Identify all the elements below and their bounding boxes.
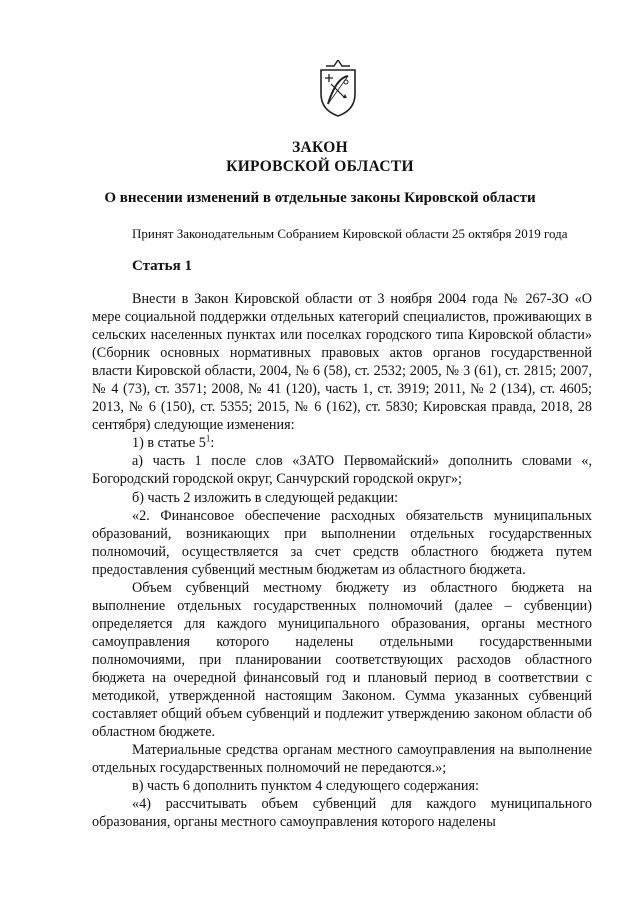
- law-region-title: КИРОВСКОЙ ОБЛАСТИ: [226, 158, 414, 175]
- paragraph: Материальные средства органам местного самоуправления на выполнение отдельных государственных полномочий не передаются.»;: [92, 742, 592, 777]
- adoption-note: Принят Законодательным Собранием Кировской области 25 октября 2019 года: [132, 226, 568, 241]
- law-subtitle: О внесении изменений в отдельные законы Кировской области: [104, 190, 536, 206]
- paragraph: [92, 434, 592, 452]
- article-body: [92, 290, 592, 831]
- paragraph: Объем субвенций местному бюджету из областного бюджета на выполнение отдельных государственных полномочий (далее – субвенции) определяется для каждого муниципального образования, органы местного самоуправления которого наделены отдельными государственными полномочиями, при планировании соответствующих расходов областного бюджета на очередной финансовый год и плановый период в соответствии с методикой, утвержденной настоящим Законом. Сумма указанных субвенций составляет общий объем субвенций и подлежит утверждению законом области об областном бюджете.: [92, 579, 592, 741]
- paragraph: «4) рассчитывать объем субвенций для каждого муниципального образования, органы местного самоуправления которого наделены: [92, 796, 592, 831]
- superscript: 1: [205, 433, 211, 444]
- paragraph: в) часть 6 дополнить пунктом 4 следующего содержания:: [132, 778, 479, 795]
- kirov-coat-of-arms-icon: [318, 60, 358, 118]
- paragraph-text: 1) в статье 5: [132, 435, 206, 452]
- paragraph: «2. Финансовое обеспечение расходных обязательств муниципальных образований, возникающих при выполнении отдельных государственных полномочий, осуществляется за счет средств областного бюджета путем предоставления субвенций местным бюджетам из областного бюджета.: [92, 507, 592, 578]
- paragraph: б) часть 2 изложить в следующей редакции:: [132, 489, 399, 506]
- paragraph: Внести в Закон Кировской области от 3 ноября 2004 года № 267-ЗО «О мере социальной поддержки отдельных категорий специалистов, проживающих в сельских населенных пунктах или поселках городского типа Кировской области» (Сборник основных нормативных правовых актов органов государственной власти Кировской области, 2004, № 6 (58), ст. 2532; 2005, № 3 (61), ст. 2815; 2007, № 4 (73), ст. 3571; 2008, № 41 (120), часть 1, ст. 3919; 2011, № 2 (134), ст. 4605; 2013, № 6 (150), ст. 5355; 2015, № 6 (162), ст. 5830; Кировская правда, 2018, 28 сентября) следующие изменения:: [92, 291, 592, 434]
- article-heading: Статья 1: [132, 258, 192, 274]
- law-title: ЗАКОН: [292, 139, 348, 156]
- paragraph: а) часть 1 после слов «ЗАТО Первомайский» дополнить словами «, Богородский городской округ, Санчурский городской округ»;: [92, 453, 592, 488]
- paragraph-text: :: [210, 435, 215, 452]
